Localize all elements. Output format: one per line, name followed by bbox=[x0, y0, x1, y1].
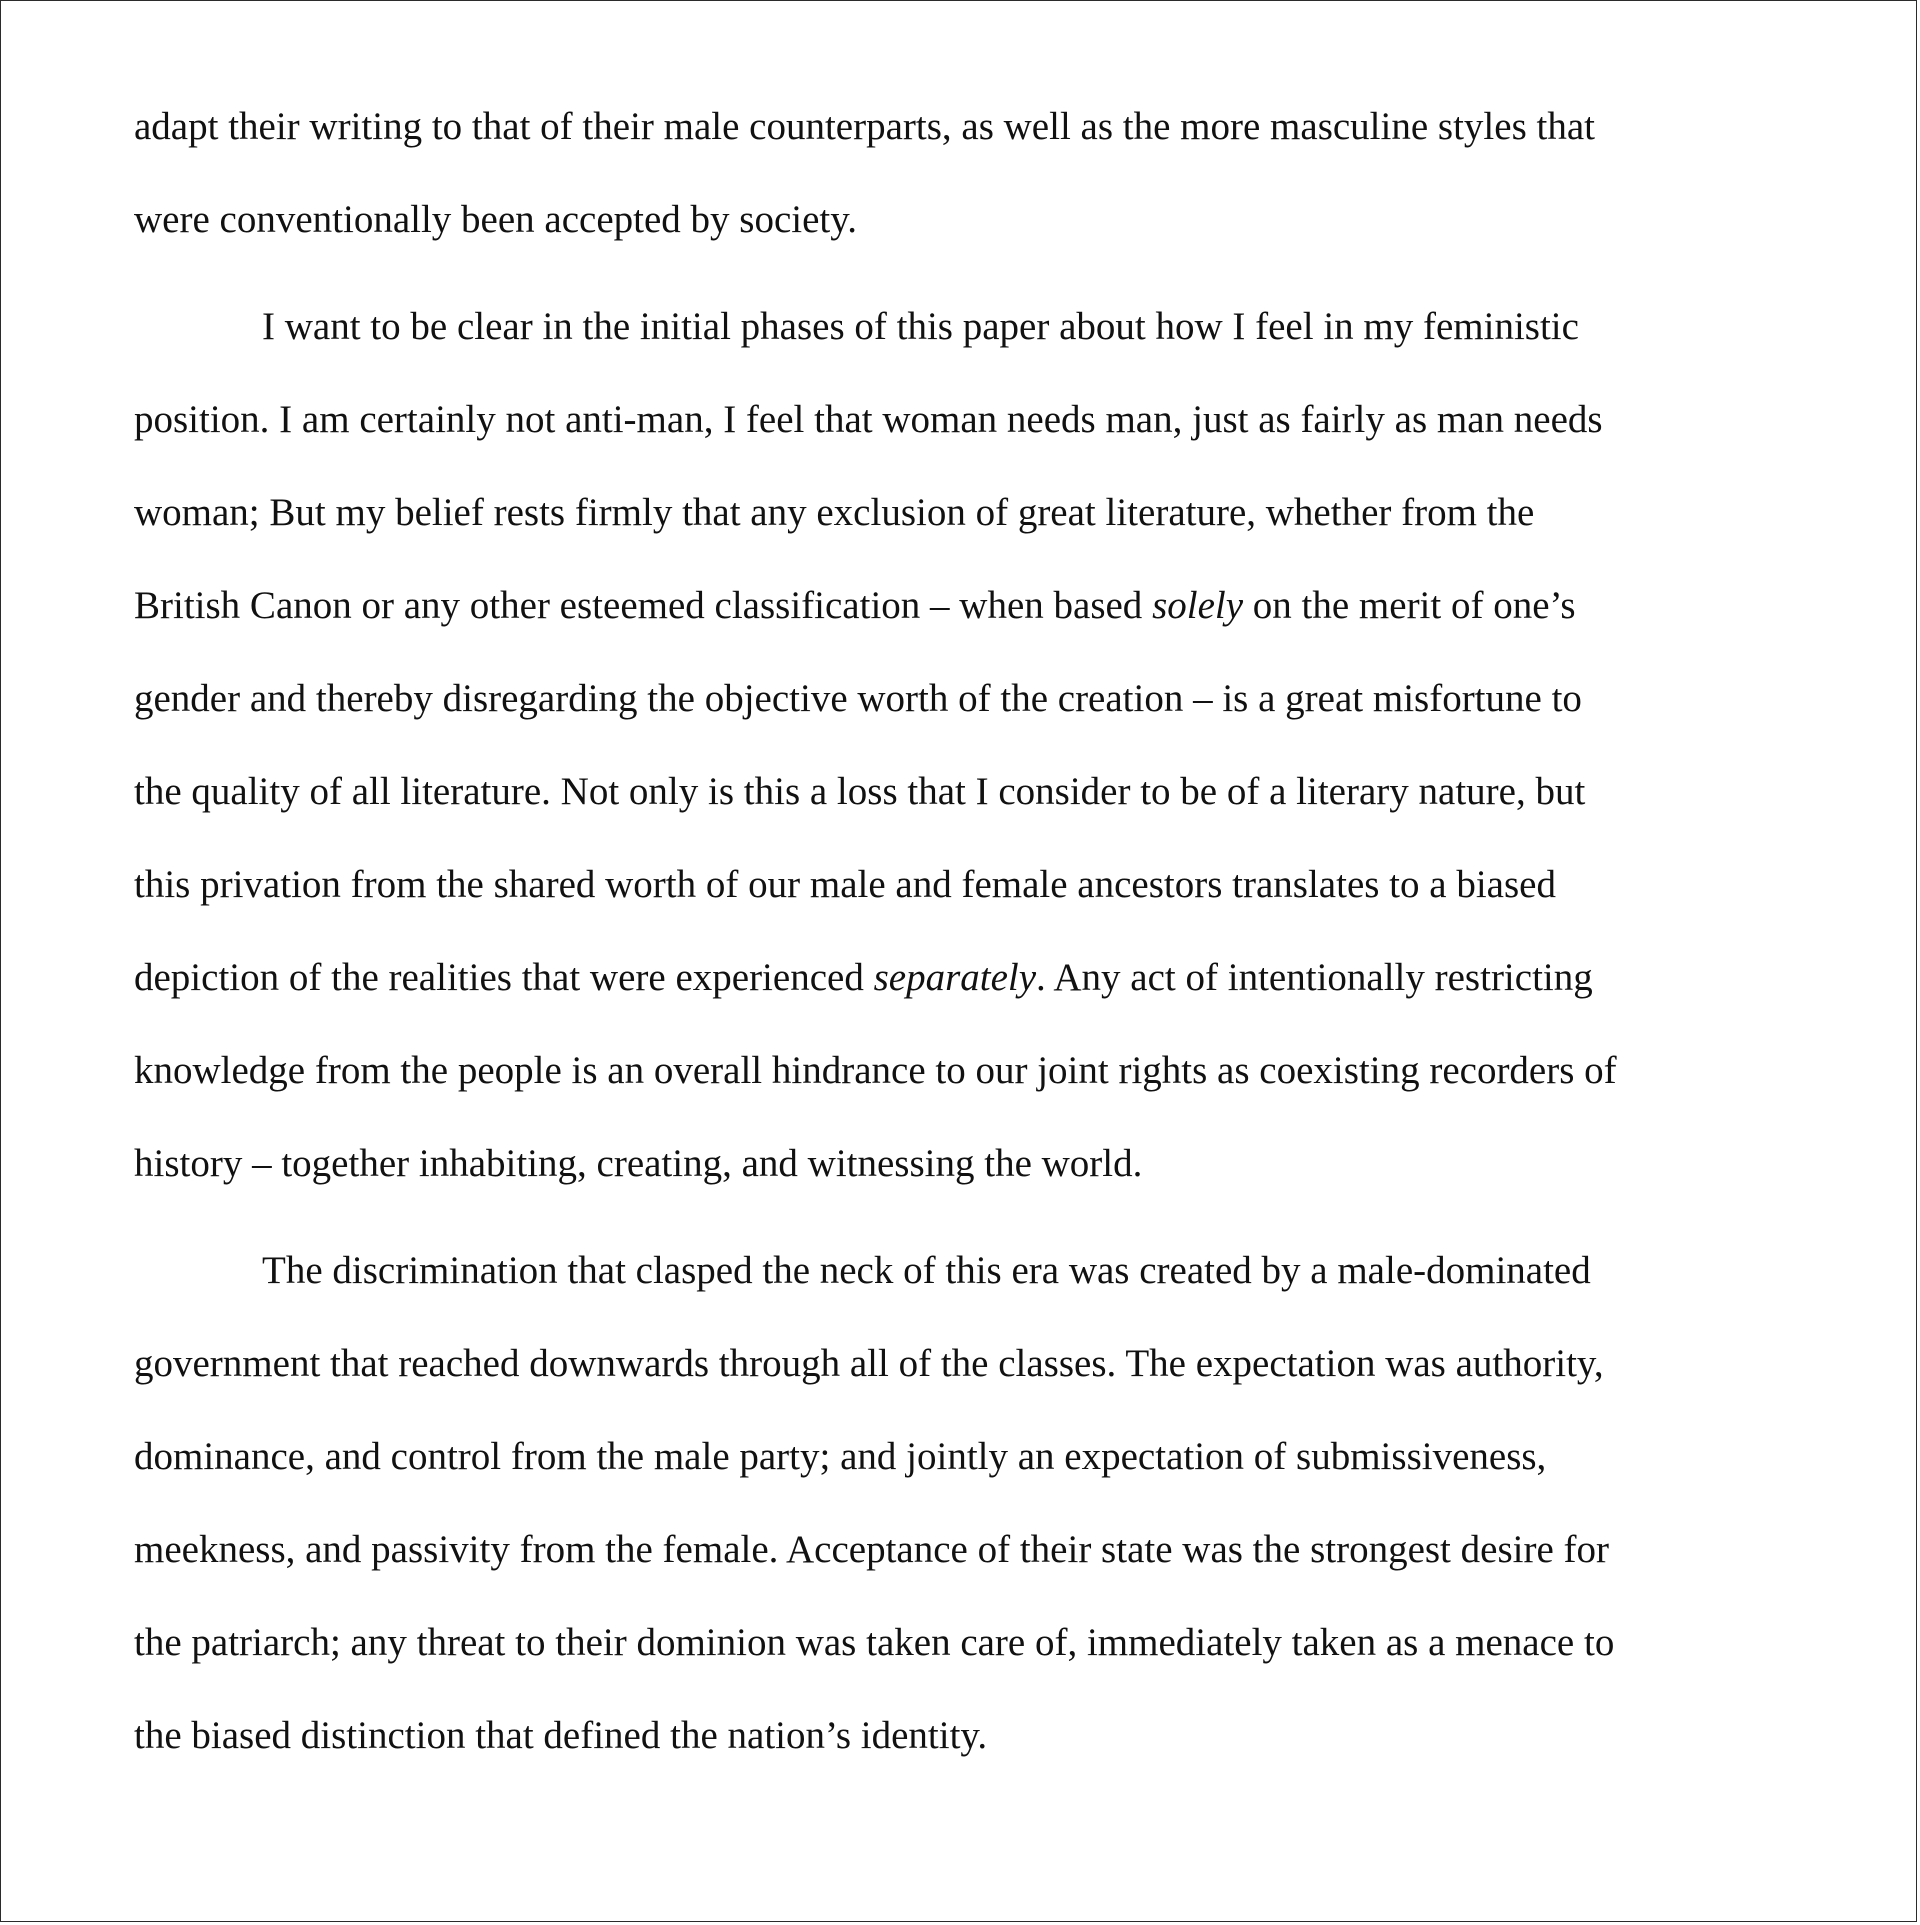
text-line: I want to be clear in the initial phases of this paper about how I feel in my feministic bbox=[262, 305, 1579, 348]
text-line: woman; But my belief rests firmly that any exclusion of great literature, whether from the bbox=[134, 491, 1535, 534]
document-body bbox=[134, 80, 1794, 1782]
text-line: position. I am certainly not anti-man, I feel that woman needs man, just as fairly as man needs bbox=[134, 398, 1603, 441]
paragraph-1 bbox=[134, 80, 1794, 266]
text-line: government that reached downwards through all of the classes. The expectation was authority, bbox=[134, 1342, 1604, 1385]
text-line: the quality of all literature. Not only is this a loss that I consider to be of a literary nature, but bbox=[134, 770, 1586, 813]
text-line: British Canon or any other esteemed classification – when based solely on the merit of one’s bbox=[134, 584, 1576, 627]
paragraph-3 bbox=[134, 1224, 1794, 1782]
text-line: history – together inhabiting, creating, and witnessing the world. bbox=[134, 1142, 1143, 1185]
text-line: meekness, and passivity from the female. Acceptance of their state was the strongest desire for bbox=[134, 1528, 1609, 1571]
text-line: were conventionally been accepted by society. bbox=[134, 198, 857, 241]
text-line: knowledge from the people is an overall hindrance to our joint rights as coexisting recorders of bbox=[134, 1049, 1617, 1092]
italic-emphasis: separately bbox=[873, 956, 1037, 999]
text-line: the patriarch; any threat to their dominion was taken care of, immediately taken as a menace to bbox=[134, 1621, 1615, 1664]
text-line: dominance, and control from the male party; and jointly an expectation of submissiveness, bbox=[134, 1435, 1547, 1478]
italic-emphasis: solely bbox=[1152, 584, 1244, 627]
text-line: gender and thereby disregarding the objective worth of the creation – is a great misfortune to bbox=[134, 677, 1582, 720]
text-line: this privation from the shared worth of our male and female ancestors translates to a biased bbox=[134, 863, 1556, 906]
text-line: The discrimination that clasped the neck of this era was created by a male-dominated bbox=[262, 1249, 1591, 1292]
paragraph-2 bbox=[134, 280, 1794, 1210]
text-line: depiction of the realities that were experienced separately. Any act of intentionally restricting bbox=[134, 956, 1593, 999]
text-line: the biased distinction that defined the nation’s identity. bbox=[134, 1714, 988, 1757]
text-line: adapt their writing to that of their male counterparts, as well as the more masculine styles that bbox=[134, 105, 1595, 148]
